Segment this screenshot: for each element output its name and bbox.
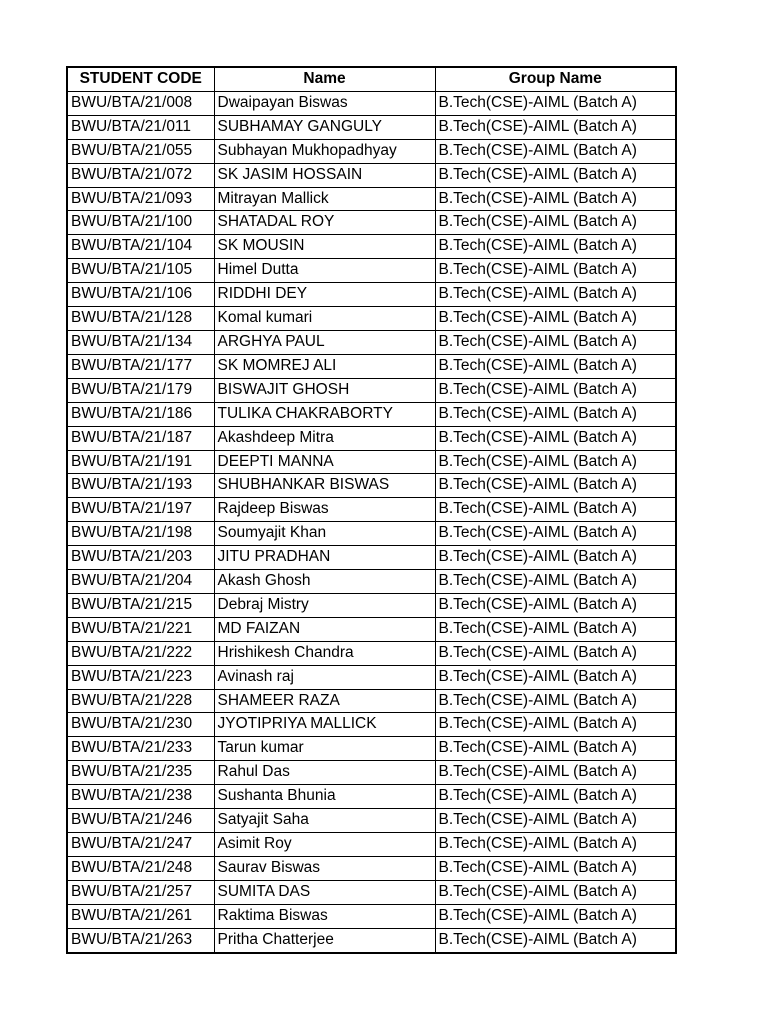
student-code-cell: BWU/BTA/21/105 [67,259,214,283]
name-cell: Mitrayan Mallick [214,187,435,211]
name-cell: SK JASIM HOSSAIN [214,163,435,187]
group-name-cell: B.Tech(CSE)-AIML (Batch A) [435,737,676,761]
student-code-cell: BWU/BTA/21/128 [67,307,214,331]
student-code-cell: BWU/BTA/21/100 [67,211,214,235]
name-cell: Sushanta Bhunia [214,785,435,809]
student-code-cell: BWU/BTA/21/238 [67,785,214,809]
group-name-cell: B.Tech(CSE)-AIML (Batch A) [435,928,676,952]
table-row [67,665,676,689]
student-code-cell: BWU/BTA/21/198 [67,522,214,546]
name-cell: DEEPTI MANNA [214,450,435,474]
table-row [67,91,676,115]
table-row [67,593,676,617]
group-name-cell: B.Tech(CSE)-AIML (Batch A) [435,450,676,474]
column-header-group-name: Group Name [435,67,676,91]
group-name-cell: B.Tech(CSE)-AIML (Batch A) [435,235,676,259]
student-code-cell: BWU/BTA/21/011 [67,115,214,139]
table-row [67,522,676,546]
name-cell: Rahul Das [214,761,435,785]
group-name-cell: B.Tech(CSE)-AIML (Batch A) [435,833,676,857]
student-code-cell: BWU/BTA/21/235 [67,761,214,785]
column-header-student-code: STUDENT CODE [67,67,214,91]
student-code-cell: BWU/BTA/21/204 [67,570,214,594]
table-row [67,402,676,426]
name-cell: Akash Ghosh [214,570,435,594]
header-row [67,67,676,91]
table-row [67,785,676,809]
student-code-cell: BWU/BTA/21/230 [67,713,214,737]
group-name-cell: B.Tech(CSE)-AIML (Batch A) [435,593,676,617]
group-name-cell: B.Tech(CSE)-AIML (Batch A) [435,880,676,904]
student-code-cell: BWU/BTA/21/177 [67,354,214,378]
group-name-cell: B.Tech(CSE)-AIML (Batch A) [435,809,676,833]
group-name-cell: B.Tech(CSE)-AIML (Batch A) [435,570,676,594]
group-name-cell: B.Tech(CSE)-AIML (Batch A) [435,402,676,426]
group-name-cell: B.Tech(CSE)-AIML (Batch A) [435,330,676,354]
name-cell: Subhayan Mukhopadhyay [214,139,435,163]
name-cell: Debraj Mistry [214,593,435,617]
student-code-cell: BWU/BTA/21/197 [67,498,214,522]
group-name-cell: B.Tech(CSE)-AIML (Batch A) [435,761,676,785]
name-cell: RIDDHI DEY [214,283,435,307]
group-name-cell: B.Tech(CSE)-AIML (Batch A) [435,856,676,880]
student-code-cell: BWU/BTA/21/228 [67,689,214,713]
name-cell: ARGHYA PAUL [214,330,435,354]
table-row [67,115,676,139]
table-row [67,928,676,952]
student-code-cell: BWU/BTA/21/193 [67,474,214,498]
table-row [67,163,676,187]
group-name-cell: B.Tech(CSE)-AIML (Batch A) [435,641,676,665]
student-code-cell: BWU/BTA/21/093 [67,187,214,211]
group-name-cell: B.Tech(CSE)-AIML (Batch A) [435,283,676,307]
name-cell: Rajdeep Biswas [214,498,435,522]
table-row [67,498,676,522]
student-code-cell: BWU/BTA/21/104 [67,235,214,259]
name-cell: SUMITA DAS [214,880,435,904]
student-table [66,66,677,954]
group-name-cell: B.Tech(CSE)-AIML (Batch A) [435,713,676,737]
group-name-cell: B.Tech(CSE)-AIML (Batch A) [435,546,676,570]
student-code-cell: BWU/BTA/21/257 [67,880,214,904]
table-header [67,67,676,91]
student-code-cell: BWU/BTA/21/221 [67,617,214,641]
table-row [67,450,676,474]
group-name-cell: B.Tech(CSE)-AIML (Batch A) [435,904,676,928]
table-row [67,426,676,450]
table-row [67,211,676,235]
group-name-cell: B.Tech(CSE)-AIML (Batch A) [435,474,676,498]
group-name-cell: B.Tech(CSE)-AIML (Batch A) [435,378,676,402]
student-code-cell: BWU/BTA/21/072 [67,163,214,187]
name-cell: Saurav Biswas [214,856,435,880]
student-code-cell: BWU/BTA/21/134 [67,330,214,354]
student-code-cell: BWU/BTA/21/261 [67,904,214,928]
group-name-cell: B.Tech(CSE)-AIML (Batch A) [435,115,676,139]
name-cell: Akashdeep Mitra [214,426,435,450]
name-cell: Soumyajit Khan [214,522,435,546]
name-cell: SUBHAMAY GANGULY [214,115,435,139]
name-cell: SHUBHANKAR BISWAS [214,474,435,498]
name-cell: SK MOUSIN [214,235,435,259]
name-cell: TULIKA CHAKRABORTY [214,402,435,426]
group-name-cell: B.Tech(CSE)-AIML (Batch A) [435,307,676,331]
table-row [67,809,676,833]
group-name-cell: B.Tech(CSE)-AIML (Batch A) [435,665,676,689]
table-row [67,139,676,163]
table-row [67,546,676,570]
group-name-cell: B.Tech(CSE)-AIML (Batch A) [435,211,676,235]
student-code-cell: BWU/BTA/21/223 [67,665,214,689]
student-code-cell: BWU/BTA/21/187 [67,426,214,450]
student-code-cell: BWU/BTA/21/191 [67,450,214,474]
name-cell: Tarun kumar [214,737,435,761]
table-row [67,689,676,713]
student-code-cell: BWU/BTA/21/247 [67,833,214,857]
name-cell: Himel Dutta [214,259,435,283]
table-row [67,187,676,211]
table-row [67,283,676,307]
group-name-cell: B.Tech(CSE)-AIML (Batch A) [435,426,676,450]
name-cell: JITU PRADHAN [214,546,435,570]
table-row [67,761,676,785]
group-name-cell: B.Tech(CSE)-AIML (Batch A) [435,163,676,187]
table-row [67,354,676,378]
name-cell: Raktima Biswas [214,904,435,928]
name-cell: Komal kumari [214,307,435,331]
group-name-cell: B.Tech(CSE)-AIML (Batch A) [435,139,676,163]
student-code-cell: BWU/BTA/21/233 [67,737,214,761]
table-row [67,330,676,354]
student-code-cell: BWU/BTA/21/222 [67,641,214,665]
name-cell: JYOTIPRIYA MALLICK [214,713,435,737]
name-cell: Dwaipayan Biswas [214,91,435,115]
name-cell: Avinash raj [214,665,435,689]
student-code-cell: BWU/BTA/21/246 [67,809,214,833]
group-name-cell: B.Tech(CSE)-AIML (Batch A) [435,689,676,713]
table-row [67,259,676,283]
table-body [67,91,676,952]
group-name-cell: B.Tech(CSE)-AIML (Batch A) [435,187,676,211]
student-code-cell: BWU/BTA/21/106 [67,283,214,307]
group-name-cell: B.Tech(CSE)-AIML (Batch A) [435,785,676,809]
table-row [67,235,676,259]
column-header-name: Name [214,67,435,91]
name-cell: BISWAJIT GHOSH [214,378,435,402]
name-cell: SHAMEER RAZA [214,689,435,713]
table-row [67,856,676,880]
name-cell: Asimit Roy [214,833,435,857]
name-cell: MD FAIZAN [214,617,435,641]
student-code-cell: BWU/BTA/21/263 [67,928,214,952]
group-name-cell: B.Tech(CSE)-AIML (Batch A) [435,259,676,283]
group-name-cell: B.Tech(CSE)-AIML (Batch A) [435,617,676,641]
name-cell: Hrishikesh Chandra [214,641,435,665]
table-row [67,617,676,641]
student-code-cell: BWU/BTA/21/215 [67,593,214,617]
name-cell: Pritha Chatterjee [214,928,435,952]
student-code-cell: BWU/BTA/21/248 [67,856,214,880]
table-row [67,474,676,498]
group-name-cell: B.Tech(CSE)-AIML (Batch A) [435,354,676,378]
table-row [67,833,676,857]
student-code-cell: BWU/BTA/21/055 [67,139,214,163]
name-cell: SK MOMREJ ALI [214,354,435,378]
name-cell: SHATADAL ROY [214,211,435,235]
table-row [67,904,676,928]
student-code-cell: BWU/BTA/21/203 [67,546,214,570]
student-code-cell: BWU/BTA/21/186 [67,402,214,426]
table-row [67,307,676,331]
table-row [67,570,676,594]
table-row [67,880,676,904]
student-code-cell: BWU/BTA/21/179 [67,378,214,402]
table-row [67,641,676,665]
group-name-cell: B.Tech(CSE)-AIML (Batch A) [435,522,676,546]
table-row [67,737,676,761]
name-cell: Satyajit Saha [214,809,435,833]
table-row [67,378,676,402]
student-code-cell: BWU/BTA/21/008 [67,91,214,115]
table-row [67,713,676,737]
group-name-cell: B.Tech(CSE)-AIML (Batch A) [435,91,676,115]
group-name-cell: B.Tech(CSE)-AIML (Batch A) [435,498,676,522]
